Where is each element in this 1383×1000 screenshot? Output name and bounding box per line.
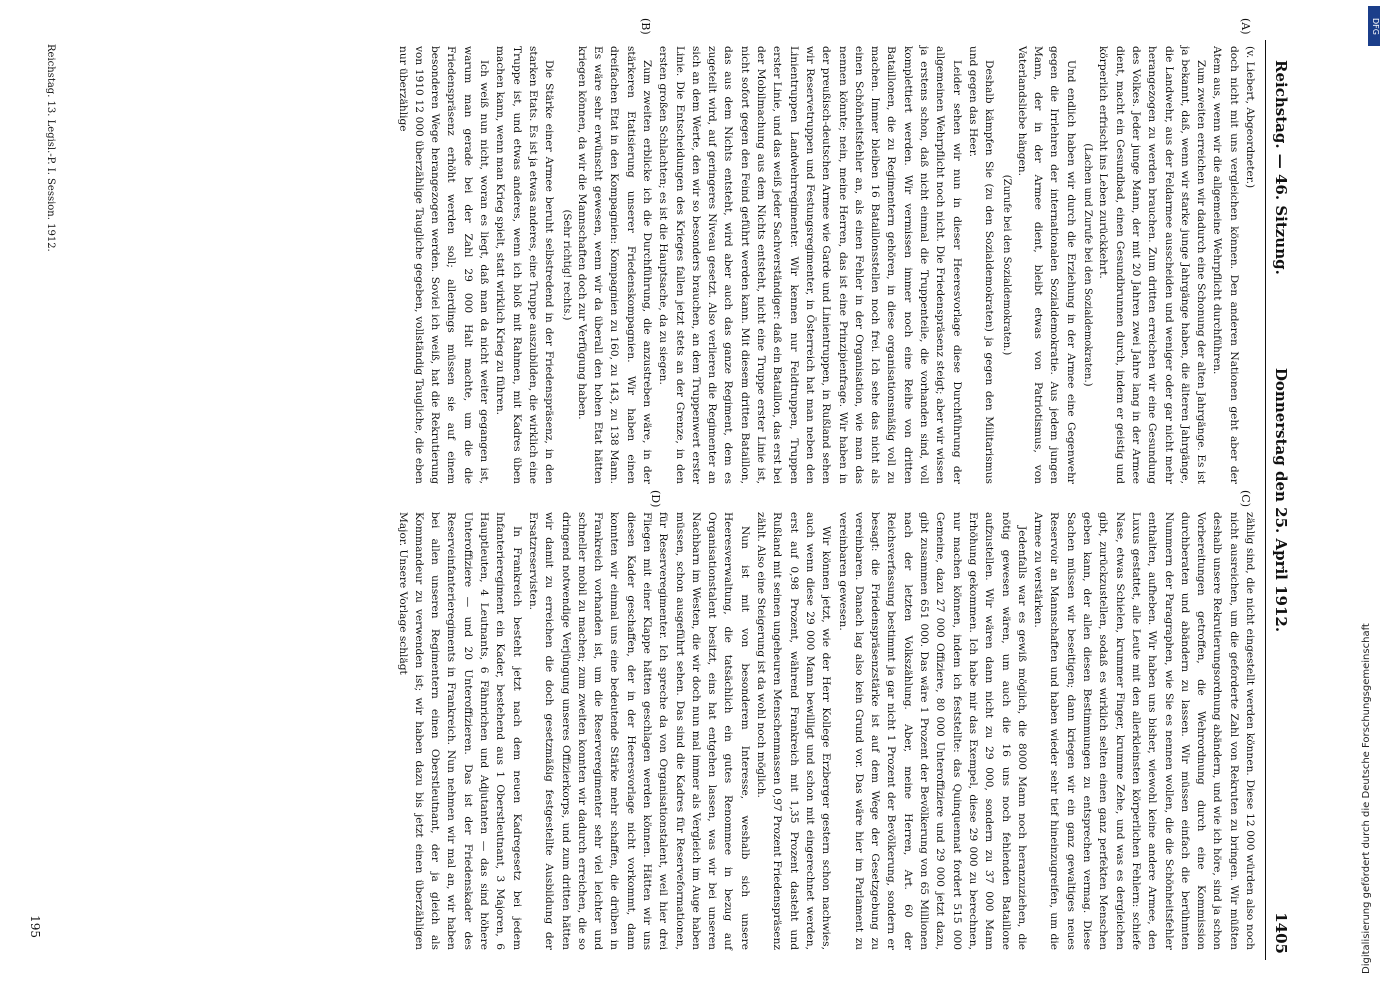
paragraph: Die Stärke einer Armee beruht selbstredend in der Friedenspräsenz, in den starken Etats. Es ist ja etwas anderes, eine Truppe auszubilden, die wirklich eine Truppe ist, und etwas anderes, wenn ich bloß mit Rahmen, mit Kadres üben machen kann, wenn man Krieg spielt, statt wirklich Krieg zu führen. bbox=[494, 46, 556, 484]
paragraph: Nun ist mit von besonderem Interesse, weshalb sich unsere Heeresverwaltung, die tatsächlich ein gutes Renommee in bezug auf Organisationstalent besitzt, eins hat entgehen lassen, was wir bei unseren Nachbarn im Westen, die wir doch nun mal immer als Vergleich im Auge haben müssen, schon ausgeführt sehen. Das sind die Kadres für Reserveformationen, für Reserveregimenter. Ich spreche da von Organisationstalent, weil hier drei Fliegen mit einer Klappe hätten geschlagen werden können. Hätten wir uns diesen Kader geschaffen, der in der Heeresvorlage nicht vorkommt, dann konnten wir einmal uns eine bedeutende Stärke mehr schaffen, die drüben in Frankreich vorhanden ist, um die Reserveregimenter sehr viel leichter und schneller mobil zu machen; zum zweiten konnten wir dadurch erreichen, die so dringend notwendige Verjüngung unseres Offizierkorps, und zum dritten hätten wir damit zu erreichen die doch gesetzmäßig festgestellte Ausbildung der Ersatzreservisten. bbox=[526, 512, 751, 950]
credit-text: Digitalisierung gefördert durch die Deutsche Forschungsgemeinschaft bbox=[1361, 623, 1372, 974]
paragraph: (Zurufe bei den Sozialdemokraten.) bbox=[1000, 174, 1012, 356]
paragraph: Deshalb kämpfen Sie (zu den Sozialdemokraten) ja gegen den Militarismus und gegen das Heer. bbox=[966, 46, 996, 484]
margin-mark-b: (B) bbox=[639, 18, 652, 35]
paragraph: Leider sehen wir nun in dieser Heeresvorlage diese Durchführung der allgemeinen Wehrpflicht noch nicht. Die Friedenspräsenz steigt; aber wir wissen ja erstens schon, daß nicht einmal die Truppenteile, die vorhanden sind, voll komplettiert werden. Wir vermissen immer noch eine Reihe von dritten Bataillonen, die zu Regimentern gehören, in diese organisationsmäßig voll zu machen. Immer bleiben 16 Bataillonsstellen noch frei. Ich sehe das nicht als einen Schönheitsfehler an, als einen Fehler in der Organisation, wie man das nennen könnte; nein, meine Herren, das ist eine Prinzipienfrage. Wir haben in der preußisch-deutschen Armee wie Garde und Linientruppen, in Rußland sehen wir Reservetruppen und Festungsregimenter, in Österreich hat man neben den Linientruppen Landwehrregimenter. Wir kennen nur Feldtruppen, Truppen erster Linie, und das weiß jeder Sachverständiger: daß ein Bataillon, das erst bei der Mobilmachung aus dem Nichts entsteht, nicht eine Truppe erster Linie ist, nicht sofort gegen den Feind geführt werden kann. Mit diesem dritten Bataillon, das aus dem Nichts entsteht, wird aber auch das ganze Regiment, dem es zugeteilt wird, auf geringeres Niveau gesetzt. Also verlieren die Regimenter an sich an dem Werte, den wir so besonders brauchen, an dem Truppenwert erster Linie. Die Entscheidungen des Krieges fallen jetzt stets an der Grenze, in den ersten großen Schlachten; es ist die Hauptsache, da zu siegen. bbox=[657, 46, 963, 484]
dfg-logo: DFG bbox=[1368, 6, 1380, 46]
left-text-column bbox=[394, 46, 1258, 484]
paragraph: Jedenfalls war es gewiß möglich, die 8000 Mann noch heranzuziehen, die nötig gewesen wären, um auch die 16 uns noch fehlenden Bataillone aufzustellen. Wir wären dann nicht zu 29 000, sondern zu 37 000 Mann Erhöhung gekommen. Ich habe mir das Exempel, diese 29 000 zu berechnen, nur machen können, indem ich feststellte: das Quinquennat fordert 515 000 Gemeine, dazu 27 000 Offiziere, 80 000 Unteroffiziere und 29 000 jetzt dazu, gibt zusammen 651 000. Das wäre 1 Prozent der Bevölkerung von 65 Millionen nach der letzten Volkszählung. Aber, meine Herren, Art. 60 der Reichsverfassung bestimmt ja gar nicht 1 Prozent der Bevölkerung, sondern er besagt: die Friedenspräsenzstärke ist auf dem Wege der Gesetzgebung zu vereinbaren. Danach lag also kein Grund vor. Das wäre hier im Parlament zu vereinbaren gewesen. bbox=[836, 512, 1028, 950]
header-date: Donnerstag den 25. April 1912. bbox=[1272, 367, 1290, 633]
margin-mark-c: (C) bbox=[1239, 490, 1252, 507]
paragraph: In Frankreich besteht jetzt nach dem neuen Kadregesetz bei jedem Infanterieregiment ein Kader, bestehend aus 1 Oberstleutnant, 3 Majoren, 6 Hauptleuten, 4 Leutnants, 6 Fähnrichen und Adjutanten — das sind höhere Unteroffiziere — und 20 Unteroffizieren. Das ist der Friedenskader des Reserveinfanterieregiments in Frankreich. Nun nehmen wir mal an, wir haben bei allen unseren Regimentern einen Oberstleutnant, der ja gleich als Kommandeur zu verwenden ist; wir haben dazu bis jetzt einen überzähligen Major. Unsere Vorlage schlägt bbox=[396, 512, 523, 950]
paragraph: Und endlich haben wir durch die Erziehung in der Armee eine Gegenwehr gegen die Irrlehren der internationalen Sozialdemokratie. Aus jedem jungen Mann, der in der Armee dient, bleibt etwas von Patriotismus, von Vaterlandsliebe hängen. bbox=[1015, 46, 1077, 484]
margin-mark-d: (D) bbox=[649, 490, 662, 508]
margin-mark-a: (A) bbox=[1239, 18, 1252, 35]
header-left: Reichstag. — 46. Sitzung. bbox=[1272, 60, 1290, 275]
rotated-document-page bbox=[7, 18, 1292, 960]
paragraph: (Sehr richtig! rechts.) bbox=[560, 209, 572, 321]
paragraph: Zum zweiten erblicke ich die Durchführung, die anzustreben wäre, in der stärkeren Etatisierung unserer Friedenskompagnien. Wir haben einen dreifachen Etat in den Kompagnien: Kompagnien zu 160, zu 143, zu 138 Mann. Es wäre sehr erwünscht gewesen, wenn wir da überall den hohen Etat hätten kriegen können, da wir die Mannschaften doch zur Verfügung haben. bbox=[575, 46, 654, 484]
paragraph: (v. Liebert, Abgeordneter.) bbox=[1244, 46, 1256, 189]
paragraph: Wir können jetzt, wie der Herr Kollege Erzberger gestern schon nachwies, auch wenn diese 29 000 Mann bewilligt und schon mit eingerechnet werden, erst auf 0,98 Prozent, während Frankreich mit 1,35 Prozent dasteht und Rußland mit seinen ungeheuren Menschenmassen 0,97 Prozent Friedenspräsenz zählt. Also eine Steigerung ist da wohl noch möglich. bbox=[755, 512, 833, 950]
paragraph: doch nicht mit uns vergleichen können. Den anderen Nationen geht aber der Atem aus, wenn wir die allgemeine Wehrpflicht durchführen. bbox=[1211, 46, 1240, 484]
header-page-number: 1405 bbox=[1272, 912, 1290, 954]
footer: Reichstag. 13. Legisl.-P. I. Session. 1912. bbox=[45, 44, 56, 252]
running-header bbox=[1265, 40, 1292, 960]
paragraph: Ich weiß nun nicht, woran es liegt, daß man da nicht weiter gegangen ist, warum man gerade bei der Zahl 29 000 Halt machte, um die die Friedenspräsenz erhöht werden soll; allerdings müssen sie auf einem besonderen Wege herangezogen werden. Soviel ich weiß, hat die Rekrutierung von 1910 12 000 überzählige Taugliche gegeben, vollständig Taugliche, die eben nur überzählige bbox=[396, 46, 491, 484]
paragraph: zählig sind, die nicht eingestellt werden können. Diese 12 000 würden also noch nicht ausreichen, um die geforderte Zahl von Rekruten zu bringen. Wir müßten deshalb unsere Rekrutierungsordnung abändern, und wie ich höre, sind ja schon Vorbereitungen getroffen, die Wehrordnung durch eine Kommission durchberaten und abändern zu lassen. Wir müssen einfach die berühmten Nummern der Paragraphen, wie Sie es nennen wollen, die die Schönheitsfehler enthalten, aufheben. Wir haben uns bisher, wiewohl keine andere Armee, den Luxus gestattet, alle Leute mit den allerkleinsten körperlichen Fehlern: schiefe Nase, etwas Schielen, krummer Finger, krumme Zehe, und was es dergleichen gibt, zurückzustellen, sodaß es wirklich selten einen ganz perfekten Menschen geben kann, der allen diesen Bestimmungen zu entsprechen vermag. Diese Sachen müssen wir beseitigen; dann kriegen wir ein ganz gewaltiges neues Reservoir an Mannschaften und haben wieder sehr tief hineinzugreifen, um die Armee zu verstärken. bbox=[1032, 512, 1256, 950]
paragraph: Zum zweiten erreichen wir dadurch eine Schonung der alten Jahrgänge. Es ist ja bekannt, daß, wenn wir starke junge Jahrgänge haben, die älteren Jahrgänge, die Landwehr, aus der Feldarmee ausscheiden und weniger oder gar nicht mehr herangezogen zu werden brauchen. Zum dritten erreichen wir eine Gesundung des Volkes. Jeder junge Mann, der mit 20 Jahren zwei Jahre lang in der Armee dient, macht ein Gesundbad, einen Gesundbrunnen durch, indem er geistig und körperlich erfrischt ins Leben zurückkehrt. bbox=[1097, 46, 1208, 484]
paragraph: (Lachen und Zurufe bei den Sozialdemokraten.) bbox=[1082, 143, 1094, 387]
page-signature: 195 bbox=[28, 915, 42, 938]
right-text-column bbox=[394, 512, 1258, 950]
credit-line bbox=[1347, 14, 1372, 994]
